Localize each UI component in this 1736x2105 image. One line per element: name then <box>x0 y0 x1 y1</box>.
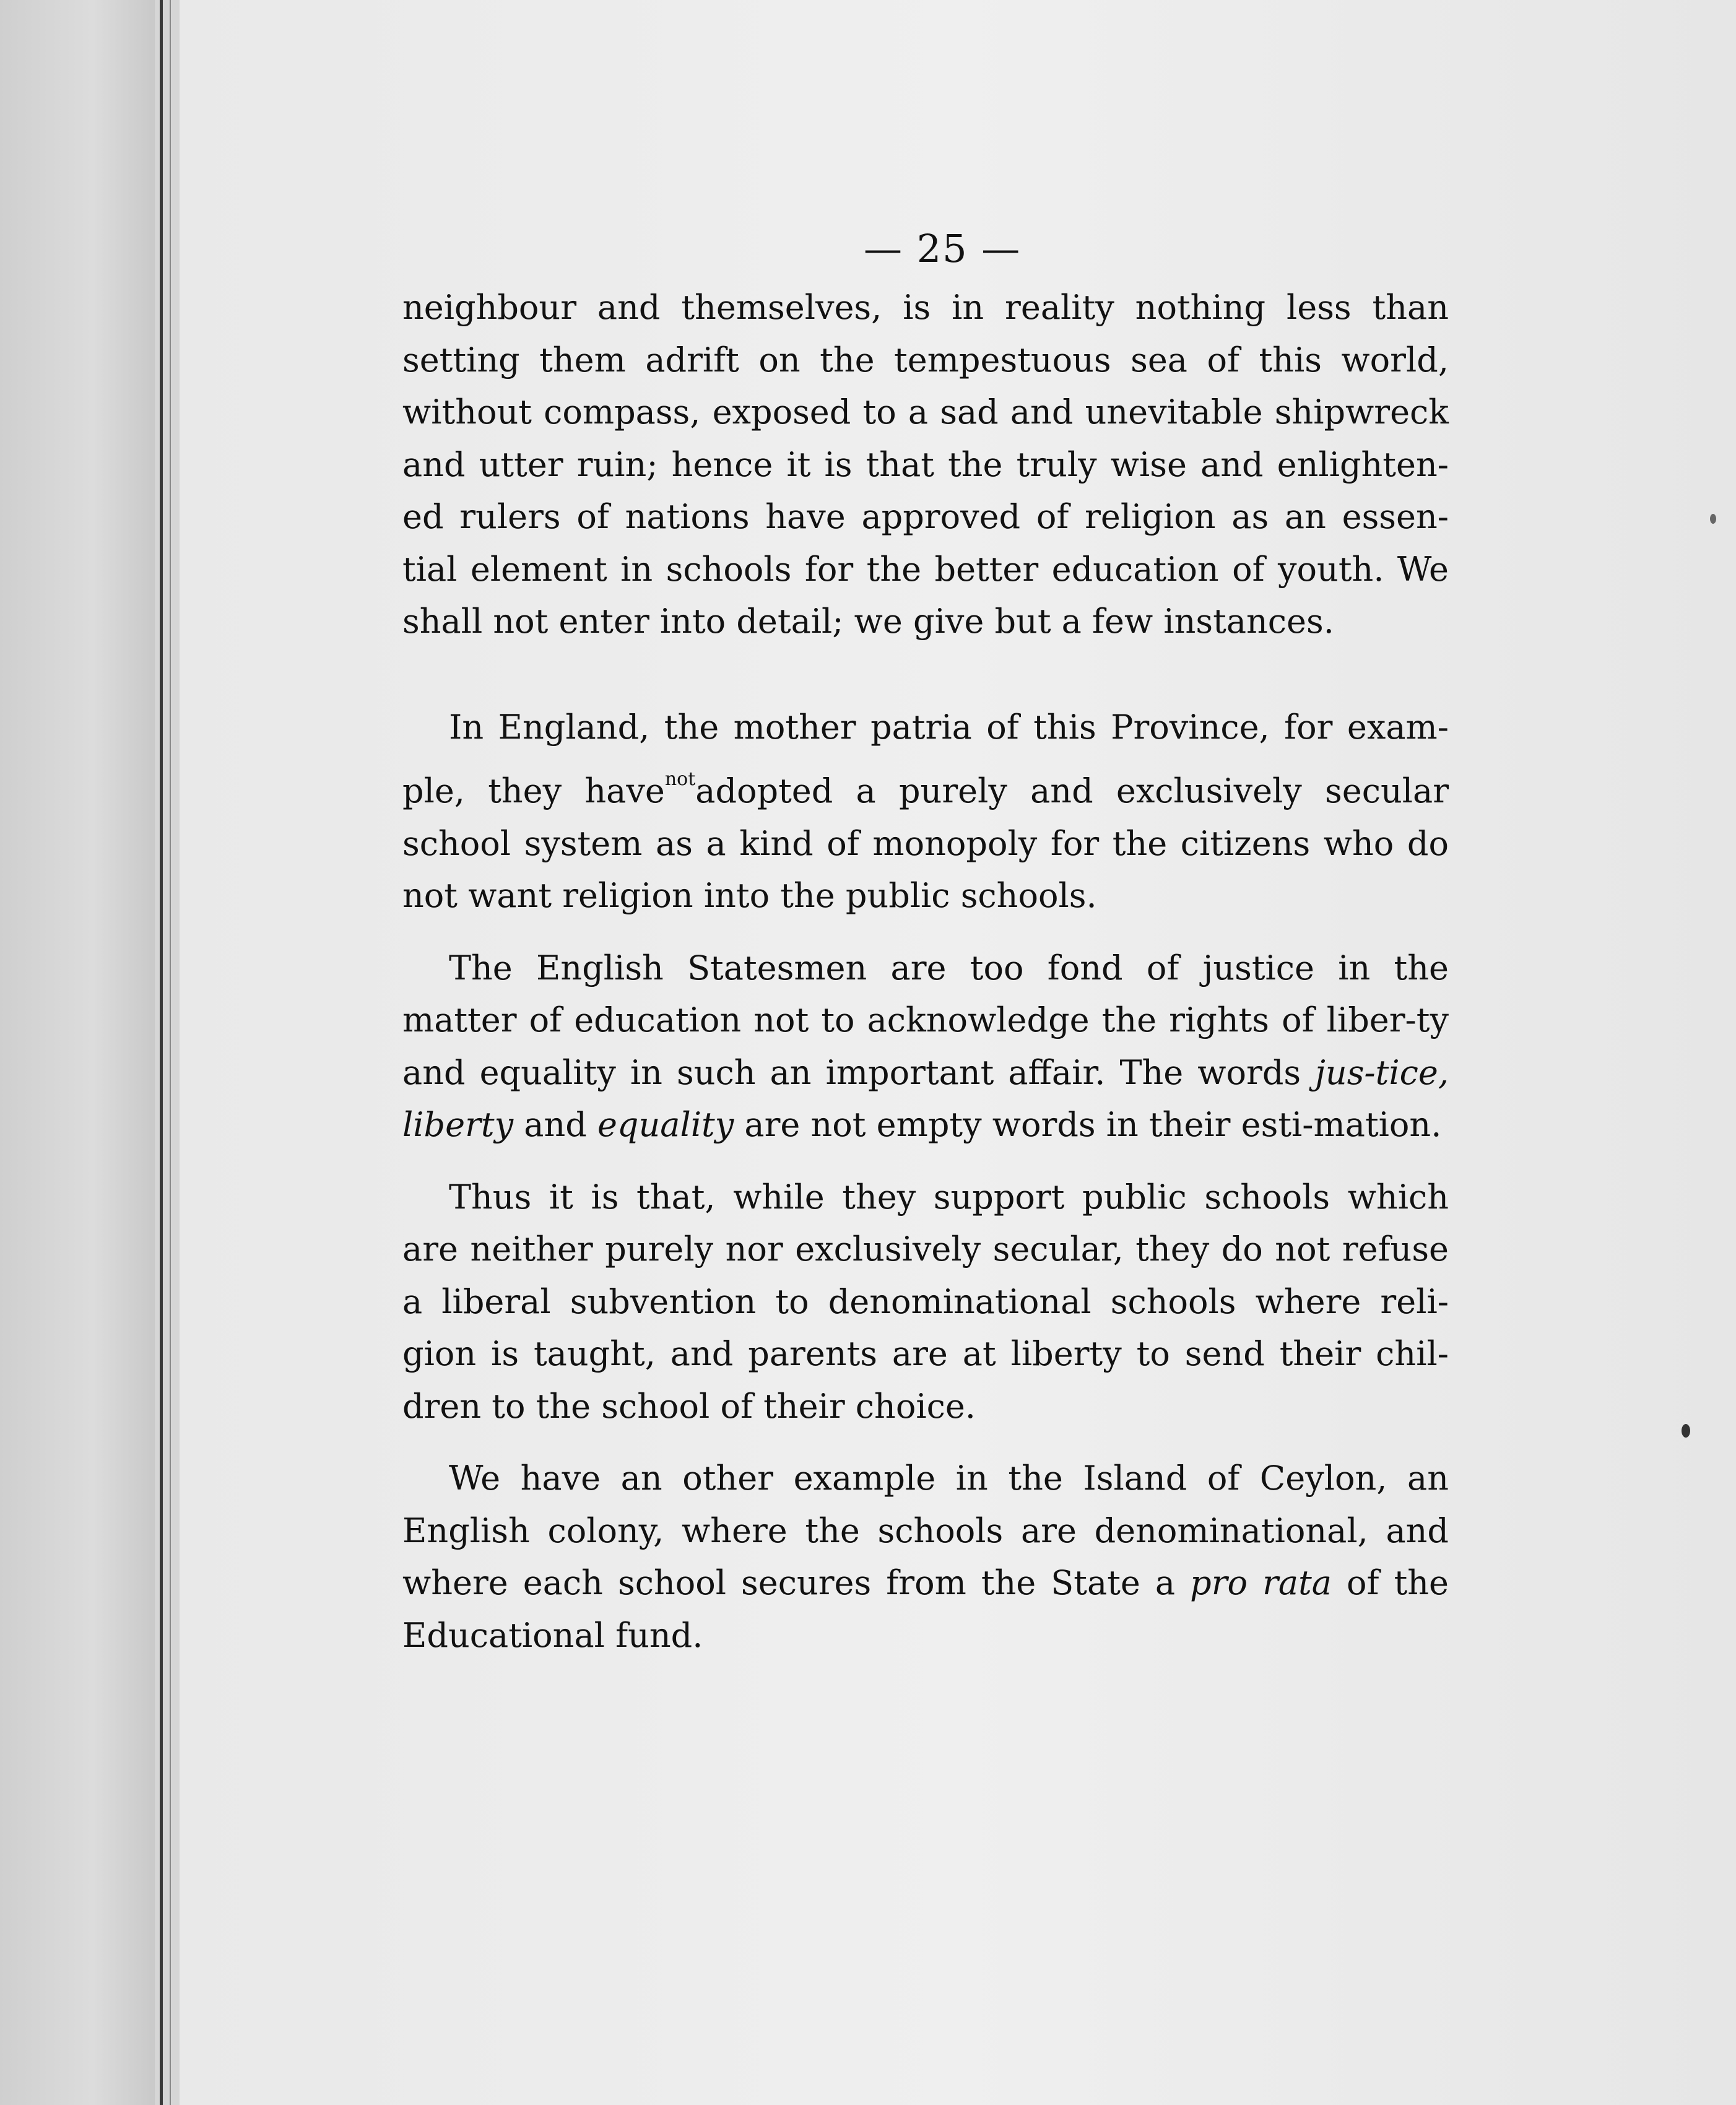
page-number: — 25 — <box>864 226 1022 271</box>
paragraph-2 <box>402 701 1449 922</box>
paragraph-3-emphasis-a: jus-tice, liberty <box>402 1052 1449 1144</box>
ink-speck <box>1682 1424 1690 1438</box>
book-gutter <box>0 0 155 2105</box>
ink-speck <box>1710 514 1716 524</box>
handwritten-insertion: not <box>664 768 696 790</box>
binding-edge-line <box>160 0 163 2105</box>
paragraph-4: Thus it is that, while they support public schools which are neither purely nor exclusively secular, they do not refuse a liberal subvention to denominational schools where reli-gion is taught, and parents are at liberty to send their chil-dren to the school of their choice. <box>402 1177 1449 1426</box>
paragraph-1: neighbour and themselves, is in reality nothing less than setting them adrift on the tempestuous sea of this world, without compass, exposed to a sad and unevitable shipwreck and utter ruin; hence it is that the truly wise and enlighten-ed rulers of nations have approved of religion as an essen-tial element in schools for the better education of youth. We shall not enter into detail; we give but a few instances. <box>402 288 1449 641</box>
paragraph-5-emphasis: pro rata <box>1190 1563 1332 1602</box>
paragraph-5-text-a: We have an other example in the Island of Ceylon, an English colony, where the schools are denominational, and where each school secures from the State a <box>402 1459 1449 1602</box>
paragraph-3-emphasis-b: equality <box>597 1105 734 1144</box>
body-text <box>402 282 1449 1662</box>
paragraph-2-text-a: In England, the mother patria of this Province, for exam-ple, they have <box>402 707 1449 810</box>
paragraph-5 <box>402 1452 1449 1662</box>
paragraph-3-text-a: The English Statesmen are too fond of justice in the matter of education not to acknowledge the rights of liber-ty and equality in such an important affair. The words <box>402 948 1449 1092</box>
paragraph-3-text-b: and <box>513 1105 597 1144</box>
paragraph-5-text-b: of the Educational fund. <box>402 1563 1449 1655</box>
paragraph-2-text-b: adopted a purely and exclusively secular school system as a kind of monopoly for the citizens who do not want religion into the public schools. <box>402 771 1449 915</box>
binding-edge-shadow <box>170 0 171 2105</box>
paragraph-3-text-c: are not empty words in their esti-mation. <box>734 1105 1442 1144</box>
paragraph-3 <box>402 942 1449 1152</box>
